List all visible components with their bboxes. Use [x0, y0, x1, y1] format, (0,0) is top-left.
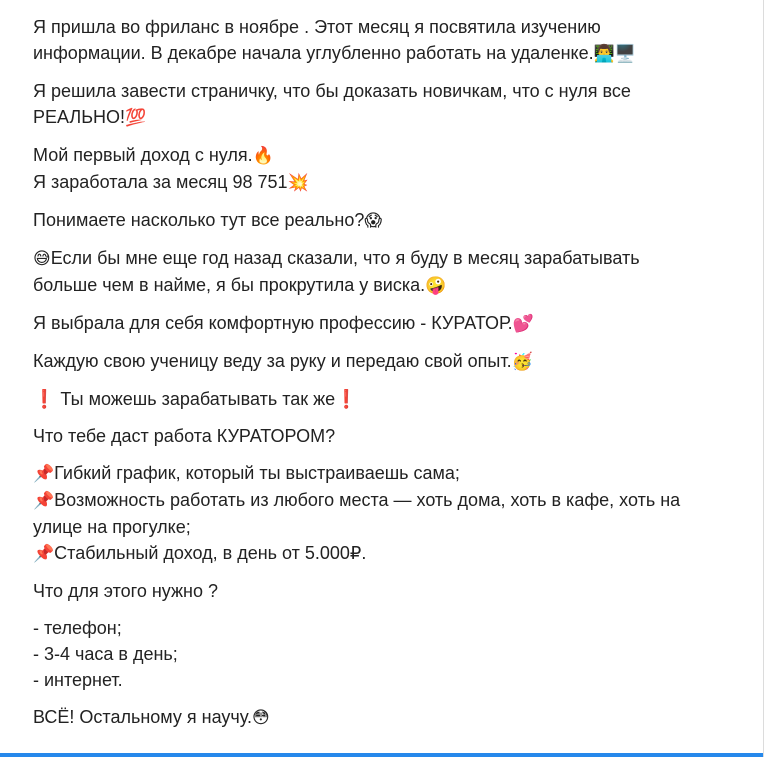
list-item [33, 667, 748, 693]
grinning-sweat-emoji-icon: 😅 [33, 249, 51, 269]
list-item-text: Гибкий график, который ты выстраиваешь сама; [54, 463, 460, 483]
flushed-face-emoji-icon: 😳 [251, 708, 270, 728]
paragraph-3 [33, 142, 748, 196]
list-item-text: - интернет. [33, 670, 123, 690]
paragraph-text: Мой первый доход с нуля. [33, 145, 253, 165]
paragraph-text: Я пришла во фриланс в ноябре . Этот месяц я посвятила изучению [33, 17, 601, 37]
partying-face-emoji-icon: 🥳 [511, 352, 533, 372]
paragraph-text: Понимаете насколько тут все реально? [33, 210, 365, 230]
list-item-text: улице на прогулке; [33, 517, 191, 537]
list-item [33, 615, 748, 641]
list-item [33, 641, 748, 667]
paragraph-text: Что тебе даст работа КУРАТОРОМ? [33, 426, 336, 446]
paragraph-8 [33, 386, 748, 412]
paragraph-text: ВСЁ! Остальному я научу. [33, 707, 252, 727]
paragraph-text: информации. В декабре начала углубленно работать на удаленке. [33, 43, 594, 63]
post-text [33, 14, 748, 742]
list-item [33, 460, 748, 487]
accent-bar [0, 753, 763, 757]
two-hearts-emoji-icon: 💕 [512, 314, 534, 334]
list-item [33, 540, 748, 567]
scream-emoji-icon: 😱 [364, 211, 383, 231]
pushpin-icon: 📌 [33, 491, 55, 511]
paragraph-12 [33, 615, 748, 693]
paragraph-text: Я решила завести страничку, что бы доказать новичкам, что с нуля все [33, 81, 631, 101]
exclamation-mark-icon: ❗ [335, 389, 358, 409]
paragraph-text: Я заработала за месяц 98 751 [33, 172, 288, 192]
list-item [33, 487, 748, 514]
paragraph-4 [33, 207, 748, 234]
paragraph-6 [33, 310, 748, 337]
paragraph-5 [33, 245, 748, 299]
pushpin-icon: 📌 [33, 464, 55, 484]
paragraph-text: РЕАЛЬНО! [33, 107, 126, 127]
paragraph-11 [33, 578, 748, 604]
collision-emoji-icon: 💥 [287, 173, 309, 193]
list-item-text: Стабильный доход, в день от 5.000₽. [54, 543, 367, 563]
list-item-text: - телефон; [33, 618, 122, 638]
paragraph-2 [33, 78, 748, 131]
paragraph-9 [33, 423, 748, 449]
paragraph-text: Я выбрала для себя комфортную профессию - КУРАТОР. [33, 313, 513, 333]
panel-border [763, 0, 764, 757]
paragraph-10 [33, 460, 748, 567]
paragraph-text: Что для этого нужно ? [33, 581, 218, 601]
paragraph-text: больше чем в найме, я бы прокрутила у виска. [33, 275, 426, 295]
list-item-text: - 3-4 часа в день; [33, 644, 178, 664]
zany-face-emoji-icon: 🤪 [425, 276, 447, 296]
list-item-text: Возможность работать из любого места — хоть дома, хоть в кафе, хоть на [54, 490, 681, 510]
paragraph-1 [33, 14, 748, 67]
paragraph-7 [33, 348, 748, 375]
fire-emoji-icon: 🔥 [252, 146, 274, 166]
hundred-points-emoji-icon: 💯 [125, 108, 147, 128]
paragraph-text: Ты можешь зарабатывать так же [55, 389, 336, 409]
pushpin-icon: 📌 [33, 544, 55, 564]
exclamation-mark-icon: ❗ [33, 389, 56, 409]
technologist-emoji-icon: 👨‍💻🖥️ [593, 44, 636, 64]
paragraph-13 [33, 704, 748, 731]
paragraph-text: Если бы мне еще год назад сказали, что я буду в месяц зарабатывать [50, 248, 640, 268]
paragraph-text: Каждую свою ученицу веду за руку и передаю свой опыт. [33, 351, 512, 371]
